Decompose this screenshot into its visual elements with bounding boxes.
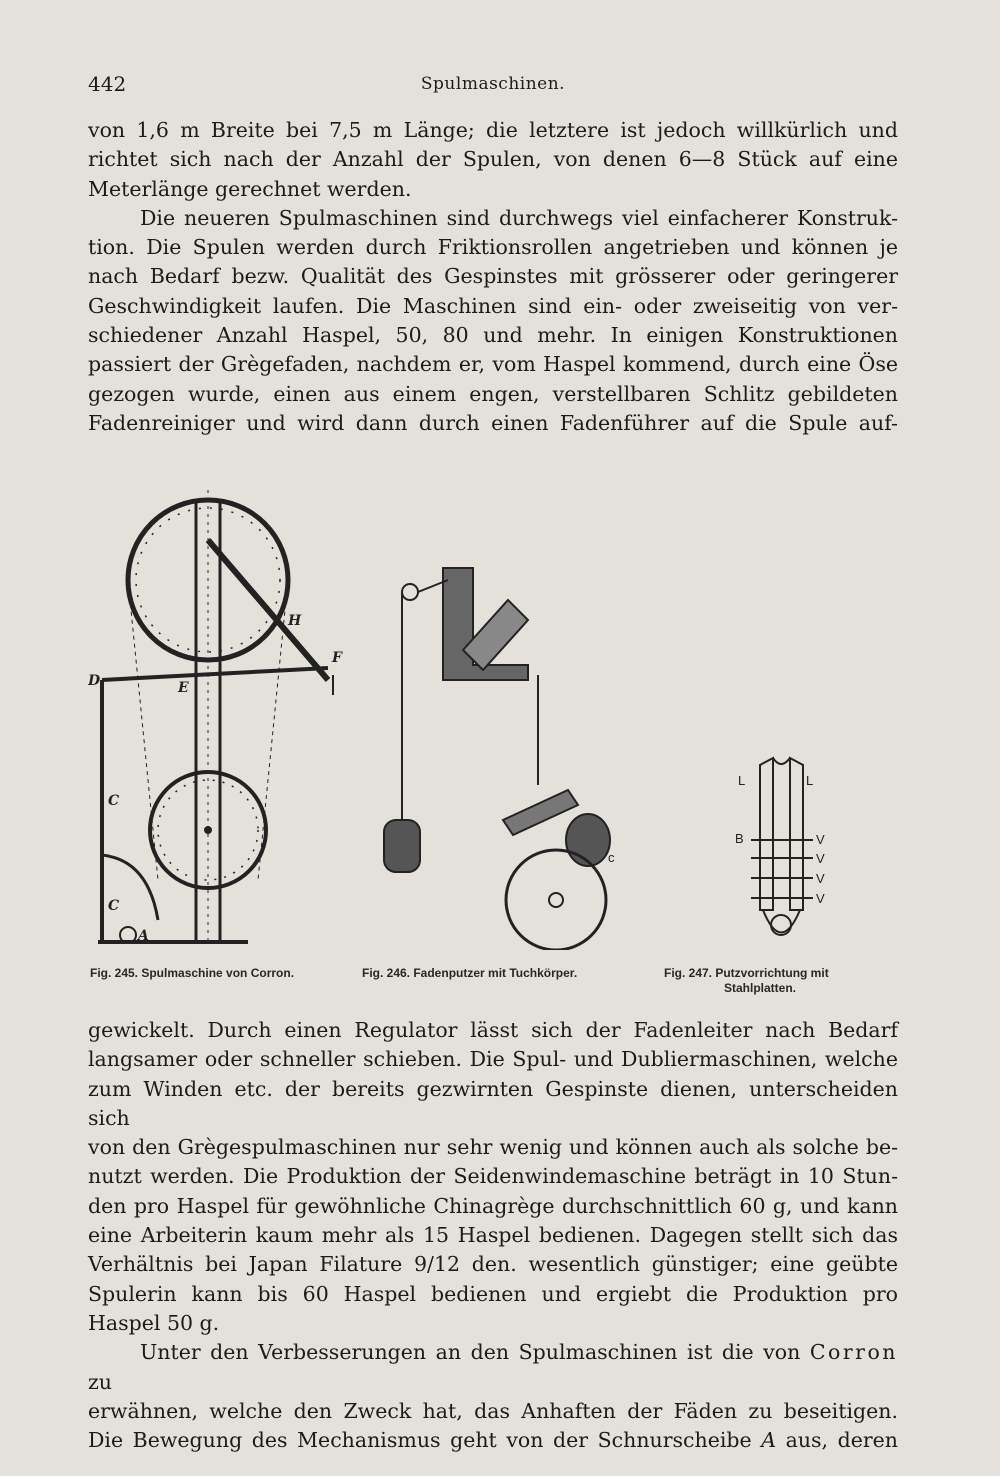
fig-245-drawing — [98, 490, 333, 943]
text-line: Spulerin kann bis 60 Haspel bedienen und ergiebt die Produktion pro — [88, 1281, 898, 1306]
label-E: E — [178, 680, 189, 696]
text-line: zum Winden etc. der bereits gezwirnten Gespinste dienen, unterscheiden sich — [88, 1076, 898, 1130]
text-line: Die neueren Spulmaschinen sind durchwegs viel einfacherer Konstruk- — [140, 205, 898, 230]
text-line: nutzt werden. Die Produktion der Seidenwindemaschine beträgt in 10 Stun- — [88, 1164, 898, 1189]
label-C: C — [108, 793, 120, 809]
text-line: Meterlänge gerechnet werden. — [88, 176, 412, 201]
text-line: Verhältnis bei Japan Filature 9/12 den. wesentlich günstiger; eine geübte — [88, 1252, 898, 1277]
text-line: Fadenreiniger und wird dann durch einen Fadenführer auf die Spule auf- — [88, 410, 898, 435]
text-line: eine Arbeiterin kaum mehr als 15 Haspel bedienen. Dagegen stellt sich das — [88, 1223, 898, 1248]
label-V: V — [816, 871, 825, 886]
text-line: von den Grègespulmaschinen nur sehr wenig und können auch als solche be- — [88, 1135, 898, 1160]
label-L2: L — [806, 773, 814, 788]
text-line: tion. Die Spulen werden durch Friktionsrollen angetrieben und können je — [88, 235, 898, 260]
label-L1: L — [738, 773, 746, 788]
text-block-top — [88, 116, 898, 438]
text-line: langsamer oder schneller schieben. Die Spul- und Dubliermaschinen, welche — [88, 1047, 898, 1072]
text-line: von 1,6 m Breite bei 7,5 m Länge; die letztere ist jedoch willkürlich und — [88, 118, 898, 142]
text-line: richtet sich nach der Anzahl der Spulen, von denen 6—8 Stück auf eine — [88, 147, 898, 172]
label-A-inline: A — [761, 1428, 777, 1453]
fig-245-caption: Fig. 245. Spulmaschine von Corron. — [90, 966, 295, 980]
fig-246-caption: Fig. 246. Fadenputzer mit Tuchkörper. — [362, 966, 578, 980]
label-V: V — [816, 891, 825, 906]
label-V: V — [816, 832, 825, 847]
figures-area — [88, 480, 900, 950]
text-line: den pro Haspel für gewöhnliche Chinagrège durchschnittlich 60 g, und kann — [88, 1193, 898, 1218]
text-block-bottom — [88, 1016, 898, 1455]
text-span: Die Bewegung des Mechanismus geht von der Schnurscheibe — [88, 1428, 762, 1453]
text-line: gezogen wurde, einen aus einem engen, verstellbaren Schlitz gebildeten — [88, 381, 898, 406]
label-c: c — [608, 850, 615, 865]
figure-illustrations — [88, 480, 900, 950]
person-name: Corron — [809, 1340, 898, 1365]
fig-247-caption — [664, 966, 904, 996]
text-line: nach Bedarf bezw. Qualität des Gespinstes mit grösserer oder geringerer — [88, 264, 898, 289]
text-line: erwähnen, welche den Zweck hat, das Anhaften der Fäden zu beseitigen. — [88, 1398, 898, 1423]
text-line: Haspel 50 g. — [88, 1310, 220, 1335]
text-line: gewickelt. Durch einen Regulator lässt sich der Fadenleiter nach Bedarf — [88, 1018, 898, 1042]
fig-247-drawing — [751, 758, 813, 935]
text-span: aus, deren — [776, 1428, 898, 1453]
text-line: passiert der Grègefaden, nachdem er, vom Haspel kommend, durch eine Öse — [88, 352, 898, 377]
label-H: H — [288, 613, 302, 629]
fig-247-caption-line2: Stahlplatten. — [724, 981, 797, 995]
page-header — [88, 72, 898, 102]
fig-246-drawing — [384, 568, 610, 950]
label-D: D — [88, 673, 101, 689]
running-title: Spulmaschinen. — [420, 74, 566, 94]
text-line: schiedener Anzahl Haspel, 50, 80 und mehr. In einigen Konstruktionen — [88, 323, 898, 348]
text-line — [88, 1426, 898, 1455]
text-line: Geschwindigkeit laufen. Die Maschinen sind ein- oder zweiseitig von ver- — [88, 293, 898, 318]
text-line — [88, 1338, 898, 1397]
label-A: A — [138, 928, 149, 944]
label-V: V — [816, 851, 825, 866]
fig-247-caption-line1: Fig. 247. Putzvorrichtung mit — [664, 966, 829, 980]
page-number: 442 — [88, 72, 127, 96]
label-B: B — [735, 831, 744, 846]
text-span: Unter den Verbesserungen an den Spulmaschinen ist die von — [140, 1340, 810, 1365]
text-span: zu — [88, 1369, 113, 1394]
label-F: F — [332, 650, 342, 666]
label-C2: C — [108, 898, 120, 914]
